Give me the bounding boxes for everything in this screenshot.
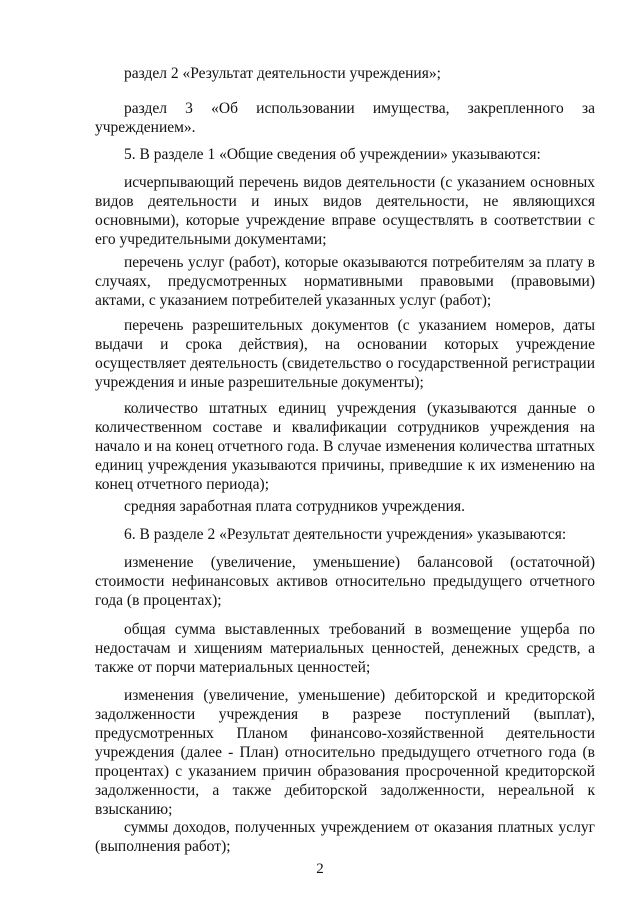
paragraph-staff-count: количество штатных единиц учреждения (указываются данные о количественном составе и квалификации сотрудников учреждения на начало и на конец отчетного года. В случае изменения количества штатных единиц учреждения указываются причины, приведшие к их изменению на конец отчетного периода); — [95, 400, 595, 493]
page-number: 2 — [316, 861, 324, 877]
paragraph-activities-list: исчерпывающий перечень видов деятельности (с указанием основных видов деятельности и иных видов деятельности, не являющихся основными), которые учреждение вправе осуществлять в соответствии с его учредительными документами; — [95, 174, 595, 248]
paragraph-average-salary: средняя заработная плата сотрудников учреждения. — [124, 498, 465, 515]
paragraph-section-2: раздел 2 «Результат деятельности учреждения»; — [124, 65, 441, 82]
paragraph-item-6-heading: 6. В разделе 2 «Результат деятельности учреждения» указываются: — [124, 526, 567, 543]
paragraph-paid-services-income: суммы доходов, полученных учреждением от оказания платных услуг (выполнения работ); — [95, 819, 595, 855]
paragraph-asset-value-change: изменение (увеличение, уменьшение) балансовой (остаточной) стоимости нефинансовых активов относительно предыдущего отчетного года (в процентах); — [95, 554, 595, 609]
paragraph-item-5-heading: 5. В разделе 1 «Общие сведения об учреждении» указываются: — [124, 146, 541, 163]
paragraph-paid-services: перечень услуг (работ), которые оказываются потребителям за плату в случаях, предусмотренных нормативными правовыми (правовыми) актами, с указанием потребителей указанных услуг (работ); — [95, 254, 595, 309]
paragraph-section-3: раздел 3 «Об использовании имущества, закрепленного за учреждением». — [95, 100, 595, 136]
paragraph-permits: перечень разрешительных документов (с указанием номеров, даты выдачи и срока действия), на основании которых учреждение осуществляет деятельность (свидетельство о государственной регистрации учреждения и иные разрешительные документы); — [95, 317, 595, 391]
paragraph-damage-claims: общая сумма выставленных требований в возмещение ущерба по недостачам и хищениям материальных ценностей, денежных средств, а также от порчи материальных ценностей; — [95, 621, 595, 676]
paragraph-receivables-payables: изменения (увеличение, уменьшение) дебиторской и кредиторской задолженности учреждения в разрезе поступлений (выплат), предусмотренных Планом финансово-хозяйственной деятельности учреждения (далее - План) относительно предыдущего отчетного года (в процентах) с указанием причин образования просроченной кредиторской задолженности, а также дебиторской задолженности, нереальной к взысканию; — [95, 687, 595, 818]
